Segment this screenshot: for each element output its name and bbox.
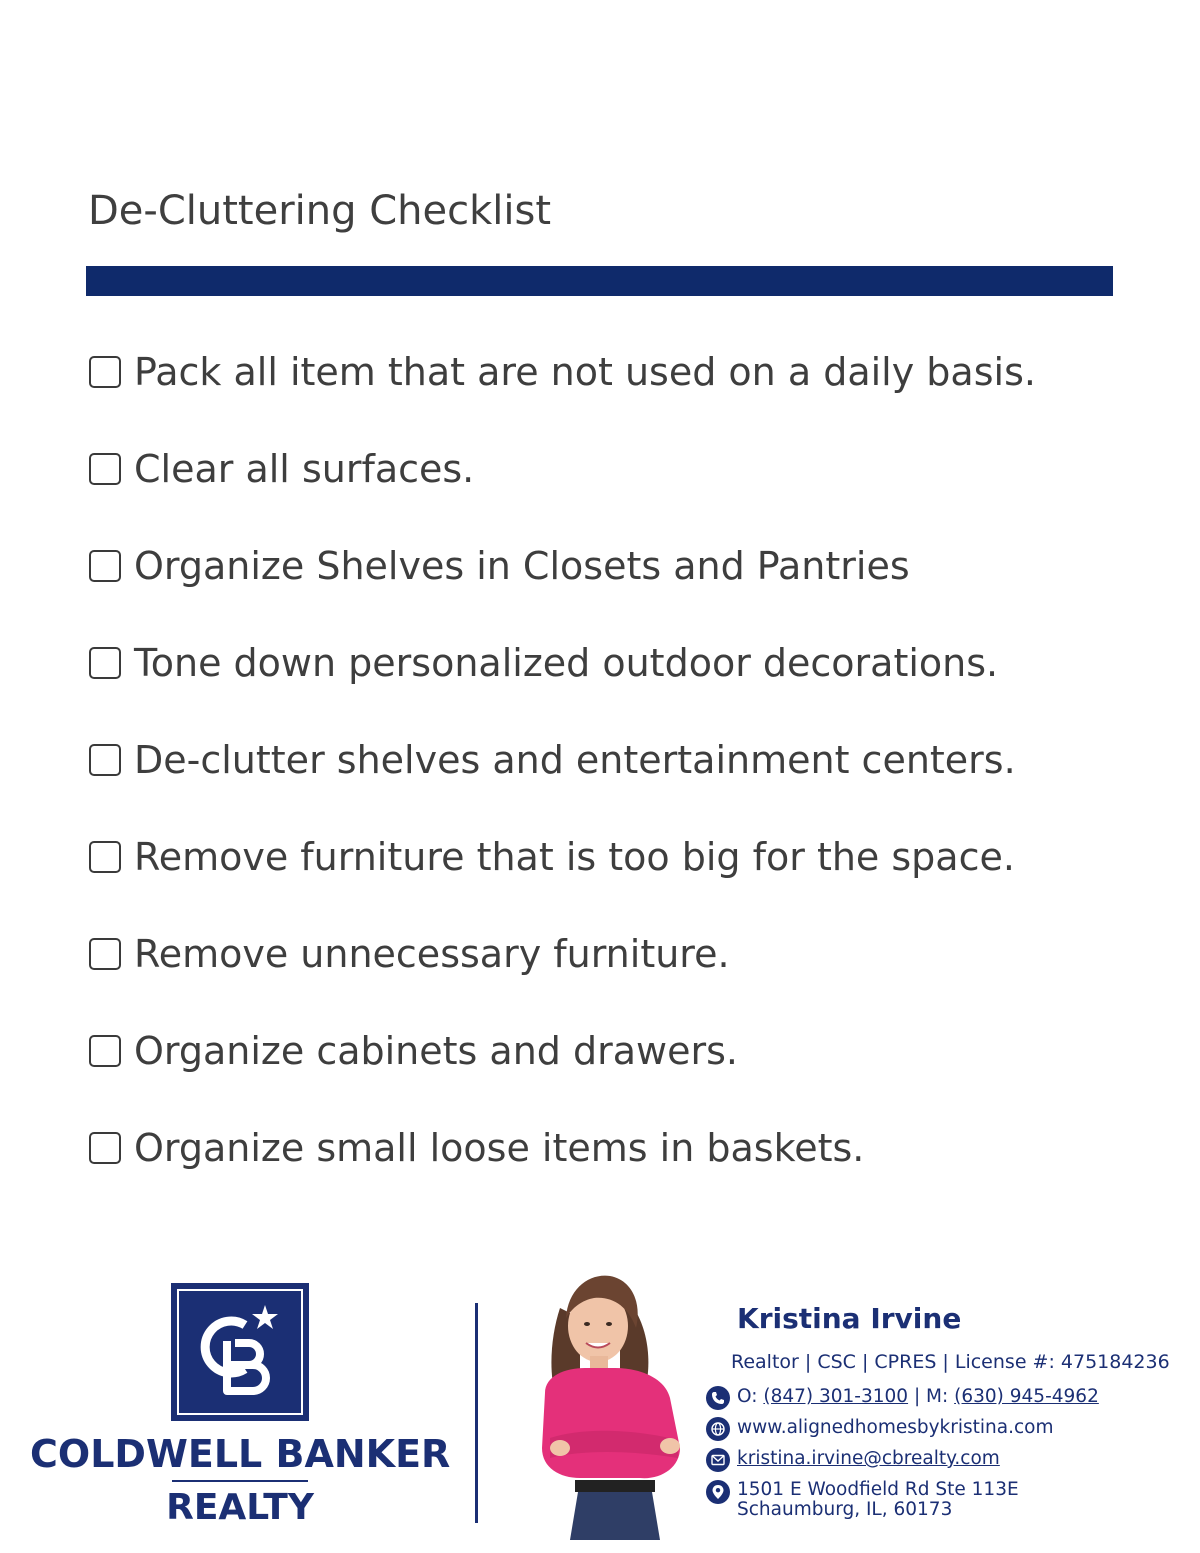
checkbox[interactable] bbox=[89, 938, 121, 970]
phone-separator: | M: bbox=[908, 1386, 955, 1407]
cb-monogram-icon bbox=[179, 1291, 301, 1413]
checklist-item[interactable] bbox=[89, 1099, 1036, 1196]
title-divider-bar bbox=[86, 266, 1113, 296]
checkbox[interactable] bbox=[89, 744, 121, 776]
checklist-item[interactable] bbox=[89, 905, 1036, 1002]
checklist-item-label: Pack all item that are not used on a daily basis. bbox=[134, 349, 1036, 394]
website-link[interactable]: www.alignedhomesbykristina.com bbox=[737, 1417, 1054, 1438]
address-line2: Schaumburg, IL, 60173 bbox=[737, 1499, 953, 1520]
page-title: De-Cluttering Checklist bbox=[88, 188, 552, 234]
checklist-item-label: Organize Shelves in Closets and Pantries bbox=[134, 543, 910, 588]
checklist-item[interactable] bbox=[89, 614, 1036, 711]
checkbox[interactable] bbox=[89, 356, 121, 388]
coldwell-banker-logo bbox=[171, 1283, 309, 1421]
checklist-item[interactable] bbox=[89, 808, 1036, 905]
agent-photo bbox=[520, 1268, 700, 1540]
checkbox[interactable] bbox=[89, 1132, 121, 1164]
brand-name-line1: COLDWELL BANKER bbox=[30, 1432, 451, 1476]
email-icon bbox=[706, 1448, 730, 1472]
checklist-item-label: Clear all surfaces. bbox=[134, 446, 475, 491]
checklist-item-label: Remove unnecessary furniture. bbox=[134, 931, 730, 976]
checklist-item-label: Organize small loose items in baskets. bbox=[134, 1125, 865, 1170]
checklist bbox=[89, 323, 1036, 1196]
address-line1: 1501 E Woodfield Rd Ste 113E bbox=[737, 1479, 1019, 1500]
agent-name: Kristina Irvine bbox=[737, 1302, 962, 1335]
checklist-item[interactable] bbox=[89, 517, 1036, 614]
checklist-item[interactable] bbox=[89, 1002, 1036, 1099]
location-icon bbox=[706, 1480, 730, 1504]
checkbox[interactable] bbox=[89, 841, 121, 873]
phone-office-link[interactable]: (847) 301-3100 bbox=[763, 1386, 909, 1407]
website-row bbox=[706, 1417, 1054, 1441]
phone-mobile-link[interactable]: (630) 945-4962 bbox=[954, 1386, 1099, 1407]
checklist-item-label: Remove furniture that is too big for the space. bbox=[134, 834, 1015, 879]
checklist-item[interactable] bbox=[89, 420, 1036, 517]
checkbox[interactable] bbox=[89, 1035, 121, 1067]
phone-icon bbox=[706, 1386, 730, 1410]
checkbox[interactable] bbox=[89, 453, 121, 485]
agent-credentials: Realtor | CSC | CPRES | License #: 475184236 bbox=[731, 1351, 1170, 1373]
checklist-item[interactable] bbox=[89, 323, 1036, 420]
checkbox[interactable] bbox=[89, 550, 121, 582]
phone-office-label: O: bbox=[737, 1386, 764, 1407]
checklist-item-label: Tone down personalized outdoor decorations. bbox=[134, 640, 999, 685]
checklist-item-label: De-clutter shelves and entertainment centers. bbox=[134, 737, 1016, 782]
brand-name-line2: REALTY bbox=[166, 1487, 314, 1528]
email-link[interactable]: kristina.irvine@cbrealty.com bbox=[737, 1448, 1000, 1469]
email-row bbox=[706, 1448, 1000, 1472]
checklist-item-label: Organize cabinets and drawers. bbox=[134, 1028, 738, 1073]
phone-row bbox=[706, 1386, 1099, 1410]
checklist-item[interactable] bbox=[89, 711, 1036, 808]
address-row bbox=[706, 1480, 1019, 1520]
globe-icon bbox=[706, 1417, 730, 1441]
brand-separator bbox=[172, 1480, 308, 1482]
checkbox[interactable] bbox=[89, 647, 121, 679]
footer-divider bbox=[475, 1303, 478, 1523]
